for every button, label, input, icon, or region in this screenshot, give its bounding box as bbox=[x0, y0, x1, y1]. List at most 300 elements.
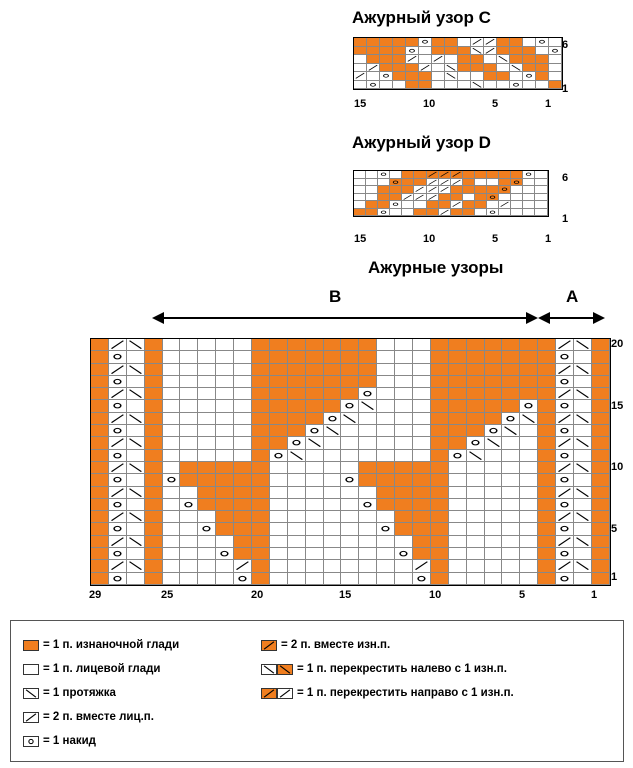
pattern-c-cell bbox=[406, 55, 419, 64]
main-chart-cell bbox=[538, 400, 556, 412]
main-chart-cell bbox=[180, 351, 198, 363]
main-chart-cell bbox=[485, 437, 503, 449]
main-chart-cell bbox=[502, 523, 520, 535]
pattern-c-cell bbox=[406, 72, 419, 81]
main-chart-cell bbox=[163, 474, 181, 486]
main-chart-cell bbox=[288, 573, 306, 585]
main-chart-cell bbox=[538, 536, 556, 548]
main-chart-cell bbox=[502, 364, 520, 376]
pattern-d-cell bbox=[499, 209, 511, 217]
main-chart-cell bbox=[574, 560, 592, 572]
pattern-c-cell bbox=[484, 47, 497, 56]
pattern-d-cell bbox=[535, 194, 547, 202]
pattern-c-cell bbox=[419, 38, 432, 47]
main-chart-cell bbox=[520, 548, 538, 560]
main-chart-cell bbox=[288, 364, 306, 376]
main-chart-cell bbox=[359, 474, 377, 486]
main-chart-cell bbox=[180, 523, 198, 535]
main-row-5: 5 bbox=[611, 523, 618, 535]
main-chart-cell bbox=[270, 560, 288, 572]
pattern-c-cell bbox=[523, 72, 536, 81]
main-chart-cell bbox=[556, 573, 574, 585]
main-chart-cell bbox=[252, 450, 270, 462]
main-chart-cell bbox=[270, 573, 288, 585]
main-chart-cell bbox=[324, 450, 342, 462]
main-chart-cell bbox=[109, 560, 127, 572]
main-chart-cell bbox=[538, 462, 556, 474]
main-chart-cell bbox=[270, 437, 288, 449]
main-chart-cell bbox=[127, 548, 145, 560]
pattern-c-row-bottom: 1 bbox=[562, 83, 569, 95]
main-chart-cell bbox=[520, 523, 538, 535]
main-chart-cell bbox=[234, 425, 252, 437]
main-chart-cell bbox=[198, 523, 216, 535]
main-chart-cell bbox=[574, 511, 592, 523]
main-chart-cell bbox=[556, 413, 574, 425]
main-chart-cell bbox=[163, 548, 181, 560]
main-chart-cell bbox=[216, 536, 234, 548]
main-chart-cell bbox=[180, 499, 198, 511]
main-chart-cell bbox=[324, 425, 342, 437]
main-chart-cell bbox=[252, 437, 270, 449]
main-chart-cell bbox=[180, 425, 198, 437]
main-chart-cell bbox=[109, 364, 127, 376]
pattern-c-cell bbox=[380, 81, 393, 90]
pattern-c-cell bbox=[471, 72, 484, 81]
legend-k2tog-label: = 2 п. вместе лиц.п. bbox=[43, 711, 154, 723]
pattern-d-cell bbox=[523, 209, 535, 217]
main-chart-cell bbox=[574, 523, 592, 535]
pattern-c-cell bbox=[419, 81, 432, 90]
main-chart-cell bbox=[413, 388, 431, 400]
main-chart-cell bbox=[109, 573, 127, 585]
main-chart-cell bbox=[395, 560, 413, 572]
pattern-d-cell bbox=[499, 186, 511, 194]
main-chart-cell bbox=[252, 400, 270, 412]
legend-p2tog bbox=[261, 639, 390, 651]
main-chart-cell bbox=[574, 376, 592, 388]
yarn-over-icon bbox=[23, 736, 39, 747]
main-chart-cell bbox=[216, 474, 234, 486]
pattern-c-cell bbox=[510, 72, 523, 81]
main-chart-cell bbox=[520, 425, 538, 437]
main-chart-cell bbox=[216, 425, 234, 437]
main-chart-cell bbox=[413, 437, 431, 449]
p2tog-icon bbox=[261, 640, 277, 651]
main-chart-cell bbox=[485, 462, 503, 474]
main-chart-cell bbox=[91, 450, 109, 462]
main-chart-cell bbox=[252, 548, 270, 560]
pattern-c-cell bbox=[458, 55, 471, 64]
pattern-c-cell bbox=[380, 47, 393, 56]
pattern-d-cell bbox=[366, 209, 378, 217]
pattern-c-cell bbox=[354, 72, 367, 81]
main-chart-cell bbox=[538, 351, 556, 363]
pattern-d-col-15: 15 bbox=[354, 233, 367, 245]
main-chart-cell bbox=[145, 560, 163, 572]
main-chart-cell bbox=[377, 364, 395, 376]
main-chart-cell bbox=[467, 487, 485, 499]
pattern-d-cell bbox=[427, 186, 439, 194]
main-chart-cell bbox=[145, 450, 163, 462]
main-chart-cell bbox=[467, 339, 485, 351]
main-chart-cell bbox=[252, 425, 270, 437]
pattern-d-cell bbox=[499, 179, 511, 187]
main-chart-cell bbox=[341, 573, 359, 585]
pattern-c-cell bbox=[380, 64, 393, 73]
pattern-c-cell bbox=[445, 64, 458, 73]
main-chart-cell bbox=[413, 425, 431, 437]
main-chart-cell bbox=[252, 376, 270, 388]
main-chart-cell bbox=[234, 351, 252, 363]
main-chart-cell bbox=[449, 548, 467, 560]
main-chart-cell bbox=[288, 560, 306, 572]
main-chart-cell bbox=[592, 450, 610, 462]
main-chart-cell bbox=[163, 462, 181, 474]
main-chart-cell bbox=[413, 450, 431, 462]
main-chart-cell bbox=[306, 548, 324, 560]
pattern-d-cell bbox=[427, 194, 439, 202]
pattern-c-cell bbox=[445, 81, 458, 90]
main-chart-cell bbox=[127, 437, 145, 449]
pattern-c-title: Ажурный узор С bbox=[352, 8, 491, 27]
main-chart-cell bbox=[485, 548, 503, 560]
main-chart-cell bbox=[502, 388, 520, 400]
main-chart-cell bbox=[270, 523, 288, 535]
main-chart-cell bbox=[324, 573, 342, 585]
main-chart-cell bbox=[431, 511, 449, 523]
main-chart-cell bbox=[377, 462, 395, 474]
pattern-c-cell bbox=[536, 64, 549, 73]
main-chart-cell bbox=[163, 536, 181, 548]
cross-left-a-icon bbox=[261, 664, 277, 675]
main-chart-cell bbox=[234, 523, 252, 535]
main-chart-cell bbox=[324, 400, 342, 412]
main-chart bbox=[90, 338, 611, 586]
main-chart-cell bbox=[180, 388, 198, 400]
main-chart-cell bbox=[431, 376, 449, 388]
main-chart-cell bbox=[485, 400, 503, 412]
main-chart-cell bbox=[234, 400, 252, 412]
main-chart-cell bbox=[270, 364, 288, 376]
main-chart-cell bbox=[180, 474, 198, 486]
main-chart-cell bbox=[180, 573, 198, 585]
legend-ssk bbox=[23, 687, 116, 699]
main-chart-cell bbox=[109, 462, 127, 474]
main-chart-cell bbox=[109, 425, 127, 437]
main-chart-cell bbox=[163, 499, 181, 511]
legend-cross-left-label: = 1 п. перекрестить налево с 1 изн.п. bbox=[297, 663, 507, 675]
main-chart-cell bbox=[145, 388, 163, 400]
pattern-d-cell bbox=[523, 171, 535, 179]
main-chart-cell bbox=[163, 511, 181, 523]
main-chart-cell bbox=[413, 339, 431, 351]
main-chart-cell bbox=[288, 388, 306, 400]
main-chart-cell bbox=[288, 474, 306, 486]
main-chart-cell bbox=[252, 462, 270, 474]
pattern-c-cell bbox=[393, 72, 406, 81]
main-chart-cell bbox=[467, 548, 485, 560]
main-chart-cell bbox=[288, 499, 306, 511]
main-chart-cell bbox=[306, 462, 324, 474]
main-chart-cell bbox=[127, 339, 145, 351]
main-chart-cell bbox=[288, 450, 306, 462]
main-chart-cell bbox=[341, 413, 359, 425]
cross-right-b-icon bbox=[277, 688, 293, 699]
cross-right-a-icon bbox=[261, 688, 277, 699]
main-chart-cell bbox=[467, 376, 485, 388]
main-chart-cell bbox=[91, 413, 109, 425]
main-chart-cell bbox=[556, 474, 574, 486]
pattern-d-cell bbox=[402, 209, 414, 217]
pattern-d-cell bbox=[427, 179, 439, 187]
main-chart-cell bbox=[359, 511, 377, 523]
main-chart-cell bbox=[324, 474, 342, 486]
main-chart-cell bbox=[234, 437, 252, 449]
main-chart-cell bbox=[556, 523, 574, 535]
main-chart-cell bbox=[198, 376, 216, 388]
main-chart-cell bbox=[180, 487, 198, 499]
main-chart-cell bbox=[145, 499, 163, 511]
main-chart-cell bbox=[127, 536, 145, 548]
pattern-d-cell bbox=[463, 171, 475, 179]
main-chart-cell bbox=[377, 425, 395, 437]
main-chart-cell bbox=[198, 462, 216, 474]
legend-yo bbox=[23, 735, 96, 747]
pattern-d-cell bbox=[451, 194, 463, 202]
pattern-d-cell bbox=[390, 209, 402, 217]
main-chart-cell bbox=[431, 462, 449, 474]
main-chart-cell bbox=[574, 425, 592, 437]
main-chart-cell bbox=[288, 437, 306, 449]
pattern-d-cell bbox=[439, 194, 451, 202]
main-chart-cell bbox=[520, 364, 538, 376]
main-chart-cell bbox=[163, 425, 181, 437]
main-chart-cell bbox=[127, 388, 145, 400]
main-chart-cell bbox=[538, 548, 556, 560]
main-chart-cell bbox=[395, 425, 413, 437]
main-chart-cell bbox=[485, 351, 503, 363]
main-chart-cell bbox=[109, 499, 127, 511]
main-chart-cell bbox=[198, 364, 216, 376]
pattern-c-cell bbox=[367, 47, 380, 56]
main-chart-cell bbox=[449, 400, 467, 412]
pattern-d-cell bbox=[487, 201, 499, 209]
main-chart-cell bbox=[574, 474, 592, 486]
legend-knit-label: = 1 п. лицевой глади bbox=[43, 663, 161, 675]
main-chart-cell bbox=[91, 499, 109, 511]
main-chart-cell bbox=[592, 364, 610, 376]
main-chart-cell bbox=[538, 413, 556, 425]
main-chart-cell bbox=[270, 474, 288, 486]
main-chart-cell bbox=[592, 474, 610, 486]
main-chart-cell bbox=[127, 523, 145, 535]
pattern-c-cell bbox=[419, 55, 432, 64]
main-chart-cell bbox=[377, 487, 395, 499]
main-chart-cell bbox=[377, 523, 395, 535]
pattern-d-cell bbox=[414, 179, 426, 187]
pattern-c-cell bbox=[549, 38, 562, 47]
main-chart-cell bbox=[449, 462, 467, 474]
main-chart-cell bbox=[467, 437, 485, 449]
pattern-c-col-15: 15 bbox=[354, 98, 367, 110]
pattern-c-cell bbox=[484, 81, 497, 90]
main-chart-cell bbox=[520, 536, 538, 548]
pattern-c-cell bbox=[523, 55, 536, 64]
main-chart-cell bbox=[467, 462, 485, 474]
main-chart-cell bbox=[413, 400, 431, 412]
main-chart-cell bbox=[449, 425, 467, 437]
main-chart-cell bbox=[270, 536, 288, 548]
main-chart-cell bbox=[216, 511, 234, 523]
main-chart-cell bbox=[502, 474, 520, 486]
main-chart-cell bbox=[198, 548, 216, 560]
main-chart-cell bbox=[198, 487, 216, 499]
main-chart-cell bbox=[413, 364, 431, 376]
main-chart-cell bbox=[556, 548, 574, 560]
main-chart-cell bbox=[145, 351, 163, 363]
main-chart-cell bbox=[109, 376, 127, 388]
main-chart-cell bbox=[467, 511, 485, 523]
main-chart-cell bbox=[359, 339, 377, 351]
main-chart-cell bbox=[377, 376, 395, 388]
pattern-d-cell bbox=[402, 179, 414, 187]
main-chart-cell bbox=[180, 400, 198, 412]
main-chart-cell bbox=[449, 487, 467, 499]
main-chart-cell bbox=[359, 548, 377, 560]
main-chart-cell bbox=[163, 339, 181, 351]
pattern-d-cell bbox=[354, 186, 366, 194]
main-chart-cell bbox=[109, 450, 127, 462]
main-chart-cell bbox=[91, 511, 109, 523]
main-chart-cell bbox=[341, 560, 359, 572]
main-col-20: 20 bbox=[251, 589, 264, 601]
pattern-d-cell bbox=[475, 201, 487, 209]
pattern-d-cell bbox=[463, 186, 475, 194]
pattern-d-cell bbox=[354, 194, 366, 202]
pattern-d-cell bbox=[402, 201, 414, 209]
main-chart-cell bbox=[341, 511, 359, 523]
main-chart-cell bbox=[163, 400, 181, 412]
pattern-c-cell bbox=[536, 72, 549, 81]
main-chart-cell bbox=[520, 351, 538, 363]
pattern-c-cell bbox=[510, 47, 523, 56]
main-chart-cell bbox=[145, 400, 163, 412]
main-chart-cell bbox=[449, 499, 467, 511]
main-chart-cell bbox=[502, 548, 520, 560]
main-chart-cell bbox=[145, 437, 163, 449]
main-chart-cell bbox=[288, 425, 306, 437]
pattern-d-cell bbox=[378, 186, 390, 194]
main-chart-cell bbox=[485, 474, 503, 486]
main-chart-cell bbox=[449, 351, 467, 363]
main-chart-cell bbox=[592, 376, 610, 388]
main-chart-cell bbox=[485, 573, 503, 585]
main-chart-cell bbox=[592, 388, 610, 400]
pattern-c-cell bbox=[484, 64, 497, 73]
main-chart-cell bbox=[341, 364, 359, 376]
main-chart-cell bbox=[288, 462, 306, 474]
main-chart-cell bbox=[91, 364, 109, 376]
main-chart-cell bbox=[592, 462, 610, 474]
main-chart-cell bbox=[306, 474, 324, 486]
pattern-d-cell bbox=[366, 201, 378, 209]
main-chart-cell bbox=[180, 560, 198, 572]
main-row-20: 20 bbox=[611, 338, 624, 350]
main-chart-cell bbox=[502, 351, 520, 363]
pattern-c-cell bbox=[458, 81, 471, 90]
main-chart-cell bbox=[341, 523, 359, 535]
pattern-c-cell bbox=[354, 38, 367, 47]
main-chart-cell bbox=[556, 400, 574, 412]
pattern-d-cell bbox=[523, 201, 535, 209]
pattern-d-cell bbox=[499, 171, 511, 179]
main-chart-cell bbox=[538, 499, 556, 511]
main-chart-cell bbox=[216, 573, 234, 585]
pattern-c-cell bbox=[406, 47, 419, 56]
main-chart-cell bbox=[341, 339, 359, 351]
main-chart-cell bbox=[341, 487, 359, 499]
main-chart-cell bbox=[91, 388, 109, 400]
main-chart-cell bbox=[234, 413, 252, 425]
pattern-c-cell bbox=[484, 38, 497, 47]
main-chart-cell bbox=[234, 511, 252, 523]
pattern-d-cell bbox=[439, 186, 451, 194]
pattern-d-cell bbox=[511, 186, 523, 194]
pattern-c-cell bbox=[497, 55, 510, 64]
main-chart-cell bbox=[359, 388, 377, 400]
main-chart-cell bbox=[234, 364, 252, 376]
main-chart-cell bbox=[520, 573, 538, 585]
main-chart-cell bbox=[431, 536, 449, 548]
main-chart-cell bbox=[359, 560, 377, 572]
pattern-d-cell bbox=[439, 179, 451, 187]
main-chart-cell bbox=[520, 462, 538, 474]
pattern-d-cell bbox=[523, 194, 535, 202]
pattern-d-cell bbox=[535, 186, 547, 194]
main-chart-cell bbox=[520, 400, 538, 412]
main-chart-cell bbox=[467, 560, 485, 572]
pattern-c-row-top: 6 bbox=[562, 39, 569, 51]
main-chart-cell bbox=[431, 523, 449, 535]
pattern-d-cell bbox=[390, 179, 402, 187]
main-chart-cell bbox=[592, 548, 610, 560]
main-chart-cell bbox=[234, 560, 252, 572]
legend-yo-label: = 1 накид bbox=[43, 735, 96, 747]
pattern-c-cell bbox=[445, 55, 458, 64]
pattern-c-cell bbox=[354, 64, 367, 73]
pattern-d-cell bbox=[511, 171, 523, 179]
main-chart-cell bbox=[127, 413, 145, 425]
main-chart-cell bbox=[395, 400, 413, 412]
main-chart-cell bbox=[163, 388, 181, 400]
main-chart-cell bbox=[538, 437, 556, 449]
main-chart-cell bbox=[449, 376, 467, 388]
pattern-c-cell bbox=[458, 72, 471, 81]
pattern-d-cell bbox=[378, 171, 390, 179]
main-chart-cell bbox=[449, 450, 467, 462]
main-chart-cell bbox=[127, 364, 145, 376]
main-chart-cell bbox=[252, 388, 270, 400]
pattern-d-col-10: 10 bbox=[423, 233, 436, 245]
main-chart-cell bbox=[538, 573, 556, 585]
pattern-d-cell bbox=[378, 201, 390, 209]
pattern-c-cell bbox=[458, 64, 471, 73]
main-chart-cell bbox=[431, 560, 449, 572]
pattern-d-cell bbox=[414, 209, 426, 217]
main-chart-cell bbox=[485, 425, 503, 437]
main-chart-cell bbox=[377, 474, 395, 486]
